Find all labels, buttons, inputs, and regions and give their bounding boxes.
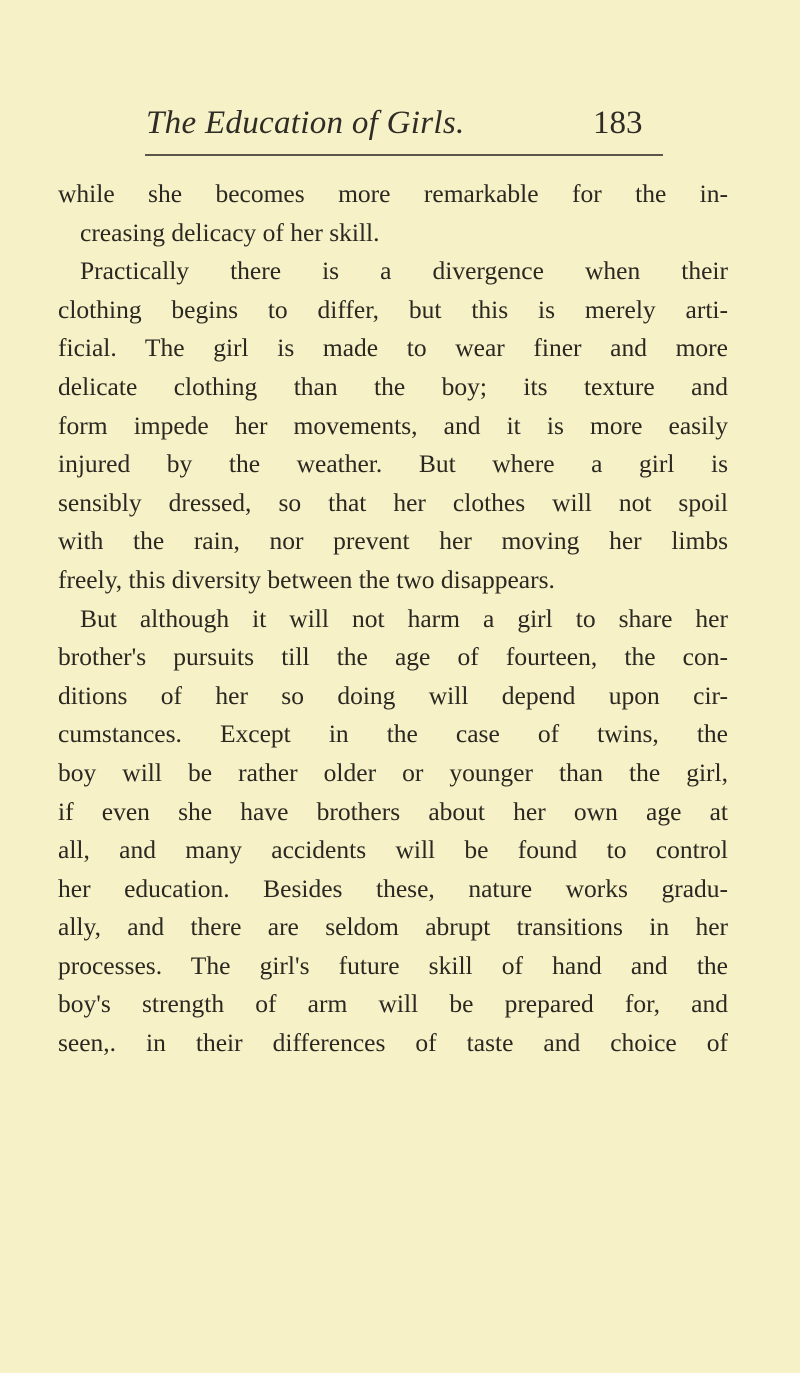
page-number: 183: [593, 105, 643, 141]
paragraph-3: [58, 600, 728, 1063]
text-line: creasing delicacy of her skill.: [80, 217, 380, 247]
text-line: ditions of her so doing will depend upon cir-: [58, 680, 728, 710]
text-line: processes. The girl's future skill of hand and the: [58, 950, 728, 980]
paragraph-1: [58, 175, 728, 252]
text-line: clothing begins to differ, but this is merely arti-: [58, 294, 728, 324]
text-line: form impede her movements, and it is more easily: [58, 410, 728, 440]
text-line: cumstances. Except in the case of twins, the: [58, 719, 728, 749]
text-line: while she becomes more remarkable for the in-: [58, 179, 728, 208]
text-line: her education. Besides these, nature works gradu-: [58, 873, 728, 903]
text-line: injured by the weather. But where a girl is: [58, 449, 728, 479]
text-line: freely, this diversity between the two disappears.: [58, 564, 555, 594]
text-line: boy will be rather older or younger than the girl,: [58, 757, 728, 787]
text-line: brother's pursuits till the age of fourteen, the con-: [58, 642, 728, 672]
text-line: delicate clothing than the boy; its texture and: [58, 371, 728, 401]
text-line: if even she have brothers about her own age at: [58, 796, 728, 826]
running-head: [0, 103, 800, 151]
body-text: [58, 175, 728, 1063]
text-line: Practically there is a divergence when their: [80, 256, 728, 286]
text-line: ally, and there are seldom abrupt transitions in her: [58, 912, 728, 942]
running-head-title: The Education of Girls.: [146, 105, 465, 141]
text-line: all, and many accidents will be found to control: [58, 835, 728, 865]
text-line: boy's strength of arm will be prepared for, and: [58, 989, 728, 1019]
paragraph-2: [58, 252, 728, 599]
header-rule: [145, 154, 663, 156]
text-line: sensibly dressed, so that her clothes will not spoil: [58, 487, 728, 517]
text-line: seen,. in their differences of taste and choice of: [58, 1028, 728, 1058]
text-line: But although it will not harm a girl to share her: [80, 603, 728, 633]
text-line: with the rain, nor prevent her moving her limbs: [58, 526, 728, 556]
text-line: ficial. The girl is made to wear finer and more: [58, 333, 728, 363]
